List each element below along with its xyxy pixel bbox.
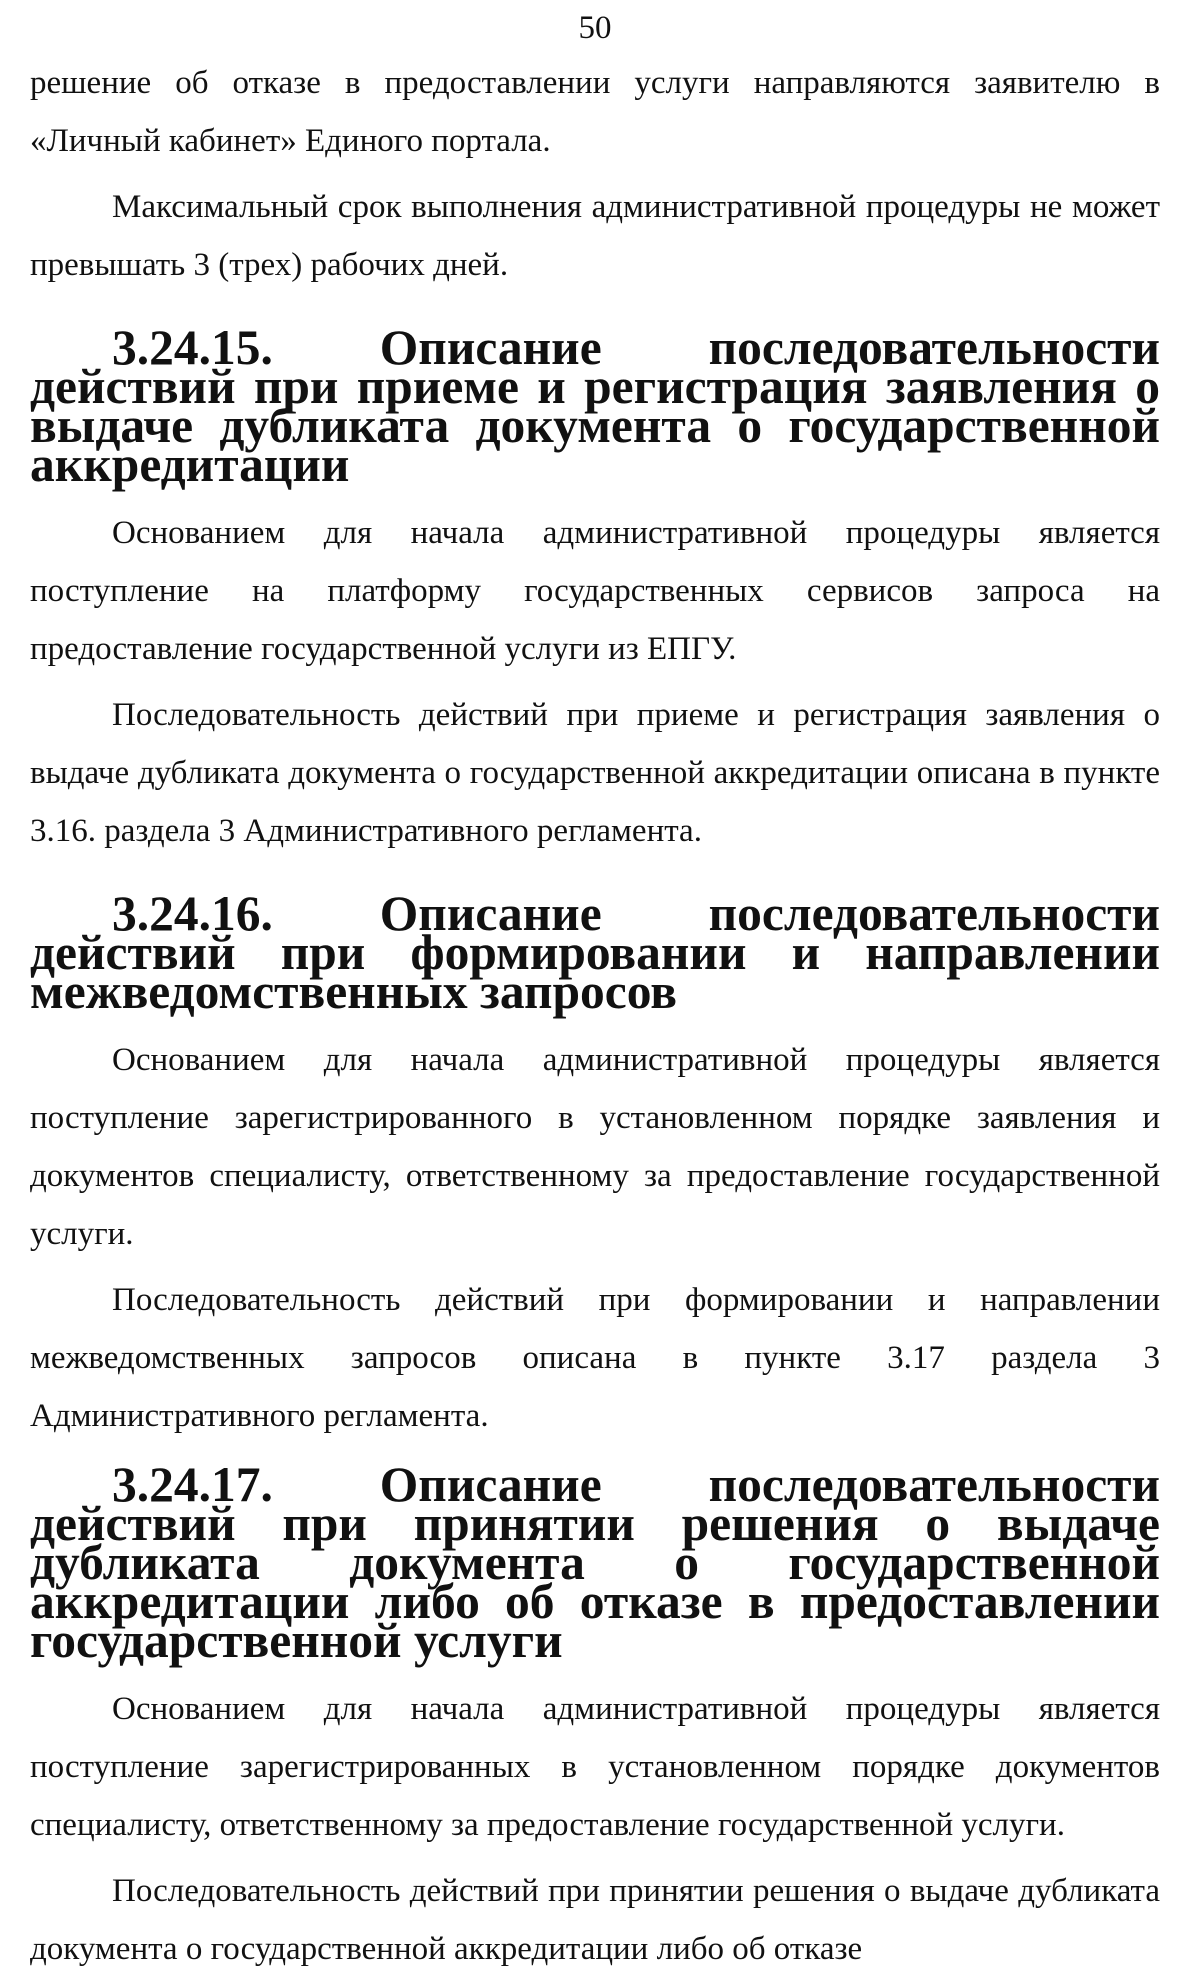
section-heading-3-24-16: 3.24.16. Описание последовательности действий при формировании и направлении межведомственных запросов [30,886,1160,1019]
document-page [30,0,1160,1967]
section-heading-3-24-15: 3.24.15. Описание последовательности действий при приеме и регистрация заявления о выдаче дубликата документа о государственной аккредитации [30,320,1160,492]
paragraph: Основанием для начала административной процедуры является поступление зарегистрированного в установленном порядке заявления и документов специалисту, ответственному за предоставление государственной услуги. [30,1042,1160,1252]
paragraph: Основанием для начала административной процедуры является поступление на платформу государственных сервисов запроса на предоставление государственной услуги из ЕПГУ. [30,515,1160,667]
paragraph: Максимальный срок выполнения административной процедуры не может превышать 3 (трех) рабочих дней. [30,189,1160,283]
paragraph: Последовательность действий при формировании и направлении межведомственных запросов описана в пункте 3.17 раздела 3 Административного регламента. [30,1282,1160,1434]
paragraph: решение об отказе в предоставлении услуги направляются заявителю в «Личный кабинет» Единого портала. [30,65,1160,159]
section-heading-3-24-17: 3.24.17. Описание последовательности действий при принятии решения о выдаче дубликата документа о государственной аккредитации либо об отказе в предоставлении государственной услуги [30,1457,1160,1668]
paragraph: Основанием для начала административной процедуры является поступление зарегистрированных в установленном порядке документов специалисту, ответственному за предоставление государственной услуги. [30,1691,1160,1843]
page-number: 50 [578,10,612,46]
paragraph: Последовательность действий при принятии решения о выдаче дубликата документа о государственной аккредитации либо об отказе [30,1873,1160,1967]
paragraph: Последовательность действий при приеме и регистрация заявления о выдаче дубликата документа о государственной аккредитации описана в пункте 3.16. раздела 3 Административного регламента. [30,697,1160,849]
document-body [30,54,1160,1978]
